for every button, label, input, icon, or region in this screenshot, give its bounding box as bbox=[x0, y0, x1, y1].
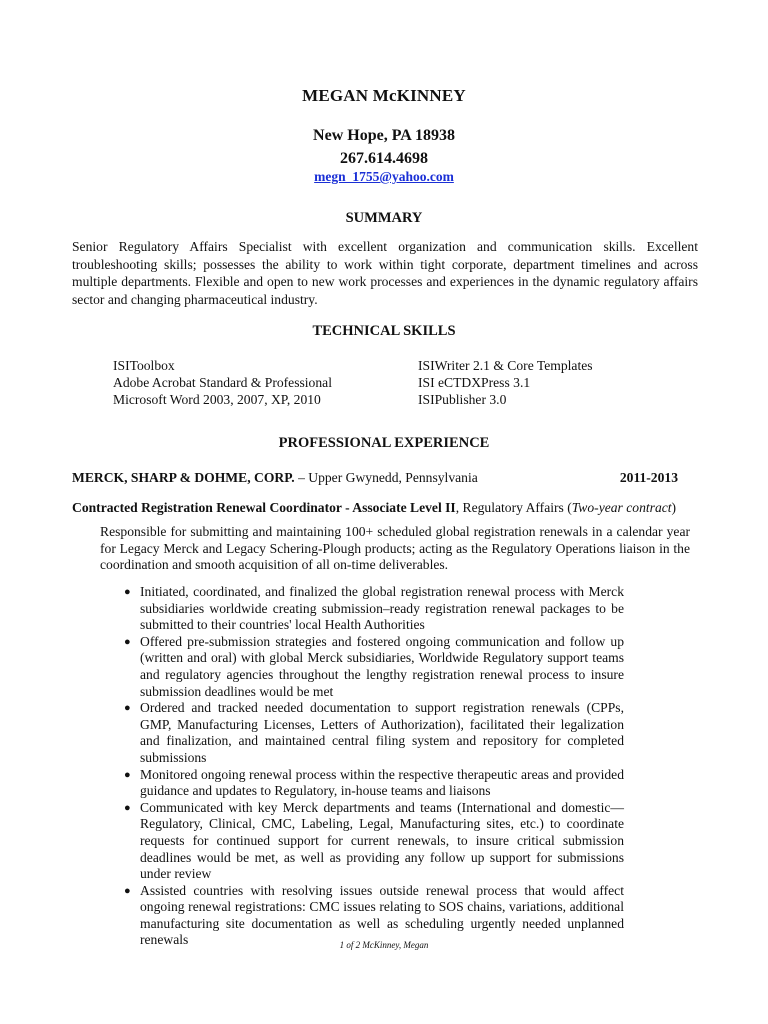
skills-column-right bbox=[418, 357, 593, 408]
summary-heading: SUMMARY bbox=[345, 210, 423, 226]
skill-item: ISIWriter 2.1 & Core Templates bbox=[418, 358, 593, 373]
skill-item: Adobe Acrobat Standard & Professional bbox=[113, 375, 332, 390]
skill-item: ISIPublisher 3.0 bbox=[418, 392, 507, 407]
bullet-text: Assisted countries with resolving issues outside renewal process that would affect ongoing renewal registrations: CMC issues relating to SOS chains, variations, additional manufacturing site documentation as well as scheduling urgently needed unplanned renewals bbox=[140, 882, 624, 948]
list-item bbox=[122, 767, 624, 800]
bullet-icon: ● bbox=[124, 635, 131, 648]
accomplishment-list bbox=[122, 584, 624, 949]
list-item bbox=[122, 700, 624, 766]
technical-skills-heading: TECHNICAL SKILLS bbox=[312, 323, 456, 339]
page-footer: 1 of 2 McKinney, Megan bbox=[339, 940, 429, 950]
skill-item: Microsoft Word 2003, 2007, XP, 2010 bbox=[113, 392, 321, 407]
contract-type: Two-year contract bbox=[571, 500, 672, 515]
job-department: , Regulatory Affairs ( bbox=[455, 500, 572, 515]
bullet-text: Communicated with key Merck departments and teams (International and domestic—Regulatory, Clinical, CMC, Labeling, Legal, Manufacturing sites, etc.) to coordinate requests for continued support for current renewals, to insure critical submission deadlines would be met, as well as providing any follow up support for submissions under review bbox=[140, 799, 624, 882]
company-location: – Upper Gwynedd, Pennsylvania bbox=[294, 470, 478, 485]
address: New Hope, PA 18938 bbox=[313, 127, 455, 144]
bullet-icon: ● bbox=[124, 884, 131, 897]
responsibility-summary: Responsible for submitting and maintaining 100+ scheduled global registration renewals in a calendar year for Legacy Merck and Legacy Schering-Plough products; acting as the Regulatory Operations liaison in the coordination and smooth acquisition of all on-time deliverables. bbox=[100, 524, 690, 572]
skill-item: ISIToolbox bbox=[113, 358, 175, 373]
list-item bbox=[122, 584, 624, 634]
bullet-icon: ● bbox=[124, 768, 131, 781]
bullet-text: Initiated, coordinated, and finalized the global registration renewal process with Merck subsidiaries worldwide creating submission–ready registration renewal packages to be submitted to their countries' local Health Authorities bbox=[140, 584, 624, 633]
bullet-text: Monitored ongoing renewal process within the respective therapeutic areas and provided guidance and updates to Regulatory, in-house teams and liaisons bbox=[140, 766, 624, 799]
email-line bbox=[0, 169, 768, 185]
skills-column-left bbox=[113, 357, 332, 408]
skill-item: ISI eCTDXPress 3.1 bbox=[418, 375, 531, 390]
bullet-text: Ordered and tracked needed documentation to support registration renewals (CPPs, GMP, Manufacturing Licenses, Letters of Authorization), facilitated their legalization and finalization, and maintained central filing system and repository for completed submissions bbox=[140, 700, 624, 765]
summary-text: Senior Regulatory Affairs Specialist with excellent organization and communication skills. Excellent troubleshooting skills; possesses the ability to work within tight corporate, department timelines and across multiple departments. Flexible and open to new work processes and experiences in the dynamic regulatory affairs sector and changing pharmaceutical industry. bbox=[72, 239, 698, 307]
bullet-text: Offered pre-submission strategies and fostered ongoing communication and follow up (written and oral) with global Merck subsidiaries, Worldwide Regulatory support teams and regulatory agencies throughout the lengthy registration renewal process to insure submission deadlines would be met bbox=[140, 633, 624, 699]
professional-experience-heading: PROFESSIONAL EXPERIENCE bbox=[278, 435, 490, 451]
job-title: Contracted Registration Renewal Coordinator - Associate Level II bbox=[72, 500, 456, 515]
bullet-icon: ● bbox=[124, 586, 131, 598]
job-title-row bbox=[72, 500, 676, 516]
email-link[interactable]: megn_1755@yahoo.com bbox=[314, 169, 454, 184]
company-name: MERCK, SHARP & DOHME, CORP. bbox=[72, 470, 295, 485]
list-item bbox=[122, 800, 624, 883]
list-item bbox=[122, 634, 624, 700]
employer-row bbox=[72, 470, 678, 486]
employment-years: 2011-2013 bbox=[619, 470, 678, 485]
phone-number: 267.614.4698 bbox=[340, 150, 428, 167]
candidate-name: MEGAN McKINNEY bbox=[302, 86, 466, 105]
close-paren: ) bbox=[671, 500, 677, 515]
bullet-icon: ● bbox=[124, 702, 131, 715]
bullet-icon: ● bbox=[124, 801, 131, 814]
